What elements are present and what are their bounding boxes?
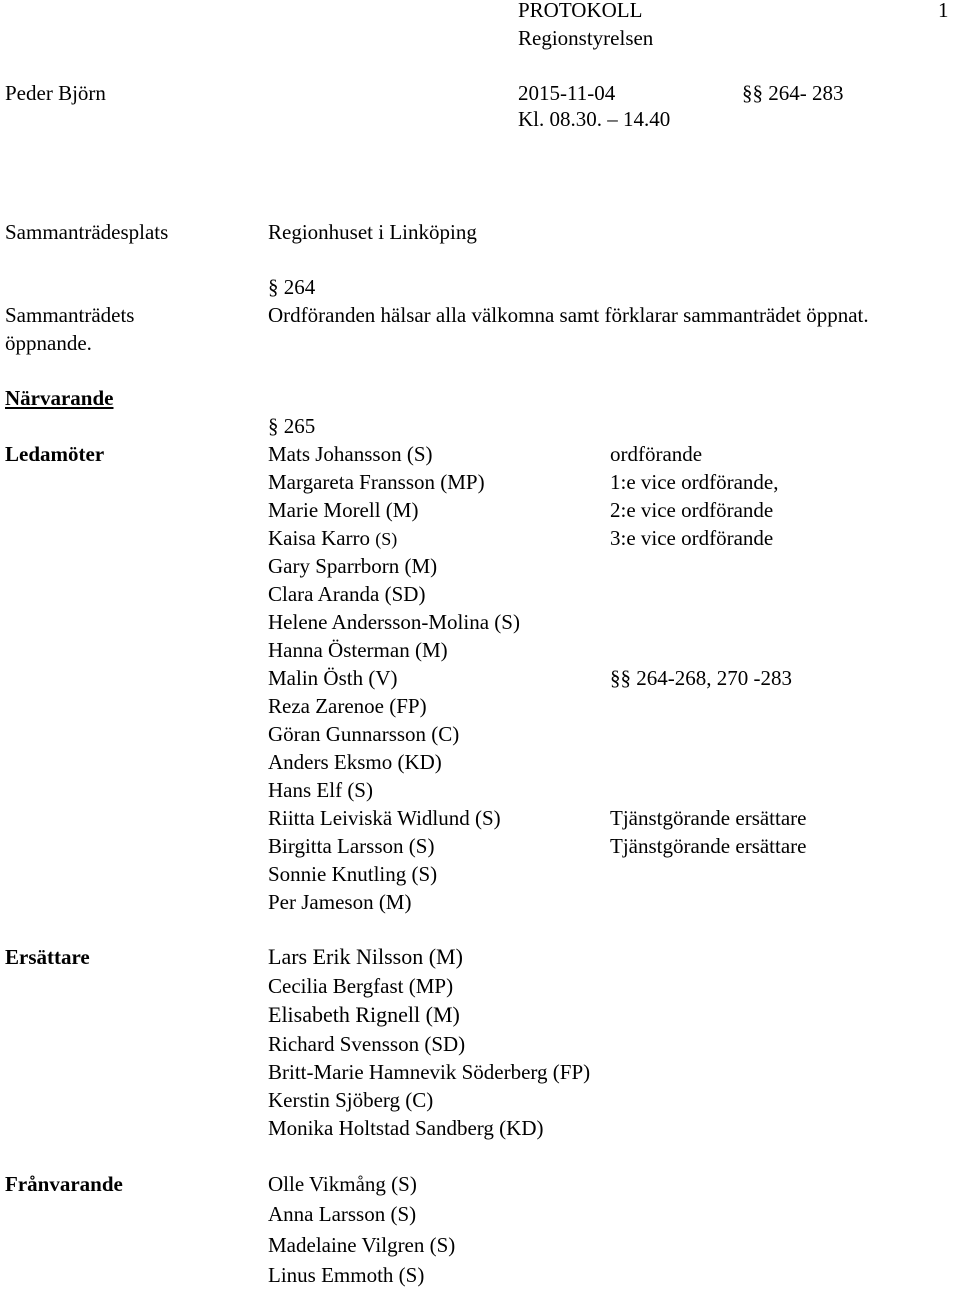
committee-name: Regionstyrelsen xyxy=(518,26,654,50)
attendance-heading: Närvarande xyxy=(5,386,114,410)
absent-name: Olle Vikmång (S) xyxy=(268,1172,417,1196)
member-name: Mats Johansson (S) xyxy=(268,442,433,466)
member-name: Gary Sparrborn (M) xyxy=(268,554,438,578)
member-role: 3:e vice ordförande xyxy=(610,526,774,550)
member-name: Reza Zarenoe (FP) xyxy=(268,694,427,718)
member-name: Anders Eksmo (KD) xyxy=(268,750,442,774)
substitute-name: Britt-Marie Hamnevik Söderberg (FP) xyxy=(268,1060,591,1084)
substitute-name: Elisabeth Rignell (M) xyxy=(268,1002,460,1027)
member-name: Malin Östh (V) xyxy=(268,666,398,690)
attendance-paragraph: § 265 xyxy=(268,414,316,438)
member-role: 1:e vice ordförande, xyxy=(610,470,779,494)
substitute-name: Monika Holtstad Sandberg (KD) xyxy=(268,1116,544,1140)
opening-paragraph: § 264 xyxy=(268,275,316,299)
member-role: Tjänstgörande ersättare xyxy=(610,834,807,858)
member-name: Birgitta Larsson (S) xyxy=(268,834,435,858)
substitutes-label: Ersättare xyxy=(5,945,90,969)
opening-label-line2: öppnande. xyxy=(5,331,92,355)
member-name: Marie Morell (M) xyxy=(268,498,419,522)
member-name: Sonnie Knutling (S) xyxy=(268,862,438,886)
signer-name: Peder Björn xyxy=(5,81,106,105)
member-role: ordförande xyxy=(610,442,703,466)
member-role: §§ 264-268, 270 -283 xyxy=(610,666,792,690)
place-label: Sammanträdesplats xyxy=(5,220,169,244)
meeting-date: 2015-11-04 xyxy=(518,81,616,105)
member-party: (S) xyxy=(375,529,398,549)
paragraph-range: §§ 264- 283 xyxy=(742,81,844,105)
substitute-name: Richard Svensson (SD) xyxy=(268,1032,466,1056)
member-role: Tjänstgörande ersättare xyxy=(610,806,807,830)
meeting-time: Kl. 08.30. – 14.40 xyxy=(518,107,671,131)
member-name: Per Jameson (M) xyxy=(268,890,412,914)
substitute-name: Cecilia Bergfast (MP) xyxy=(268,974,454,998)
member-name: Riitta Leiviskä Widlund (S) xyxy=(268,806,501,830)
members-label: Ledamöter xyxy=(5,442,105,466)
place-value: Regionhuset i Linköping xyxy=(268,220,477,244)
member-entry xyxy=(268,524,397,553)
document-type: PROTOKOLL xyxy=(518,0,643,22)
member-name: Kaisa Karro xyxy=(268,526,371,550)
member-name: Helene Andersson-Molina (S) xyxy=(268,610,520,634)
substitute-name: Lars Erik Nilsson (M) xyxy=(268,944,463,969)
member-name: Hans Elf (S) xyxy=(268,778,373,802)
absent-label: Frånvarande xyxy=(5,1172,123,1196)
absent-name: Anna Larsson (S) xyxy=(268,1202,417,1226)
opening-label-line1: Sammanträdets xyxy=(5,303,135,327)
absent-name: Madelaine Vilgren (S) xyxy=(268,1233,456,1257)
member-name: Göran Gunnarsson (C) xyxy=(268,722,460,746)
page-number: 1 xyxy=(938,0,949,22)
member-name: Hanna Österman (M) xyxy=(268,638,448,662)
absent-name: Linus Emmoth (S) xyxy=(268,1263,425,1287)
member-role: 2:e vice ordförande xyxy=(610,498,774,522)
substitute-name: Kerstin Sjöberg (C) xyxy=(268,1088,434,1112)
member-name: Clara Aranda (SD) xyxy=(268,582,426,606)
opening-text: Ordföranden hälsar alla välkomna samt förklarar sammanträdet öppnat. xyxy=(268,303,869,327)
member-name: Margareta Fransson (MP) xyxy=(268,470,485,494)
